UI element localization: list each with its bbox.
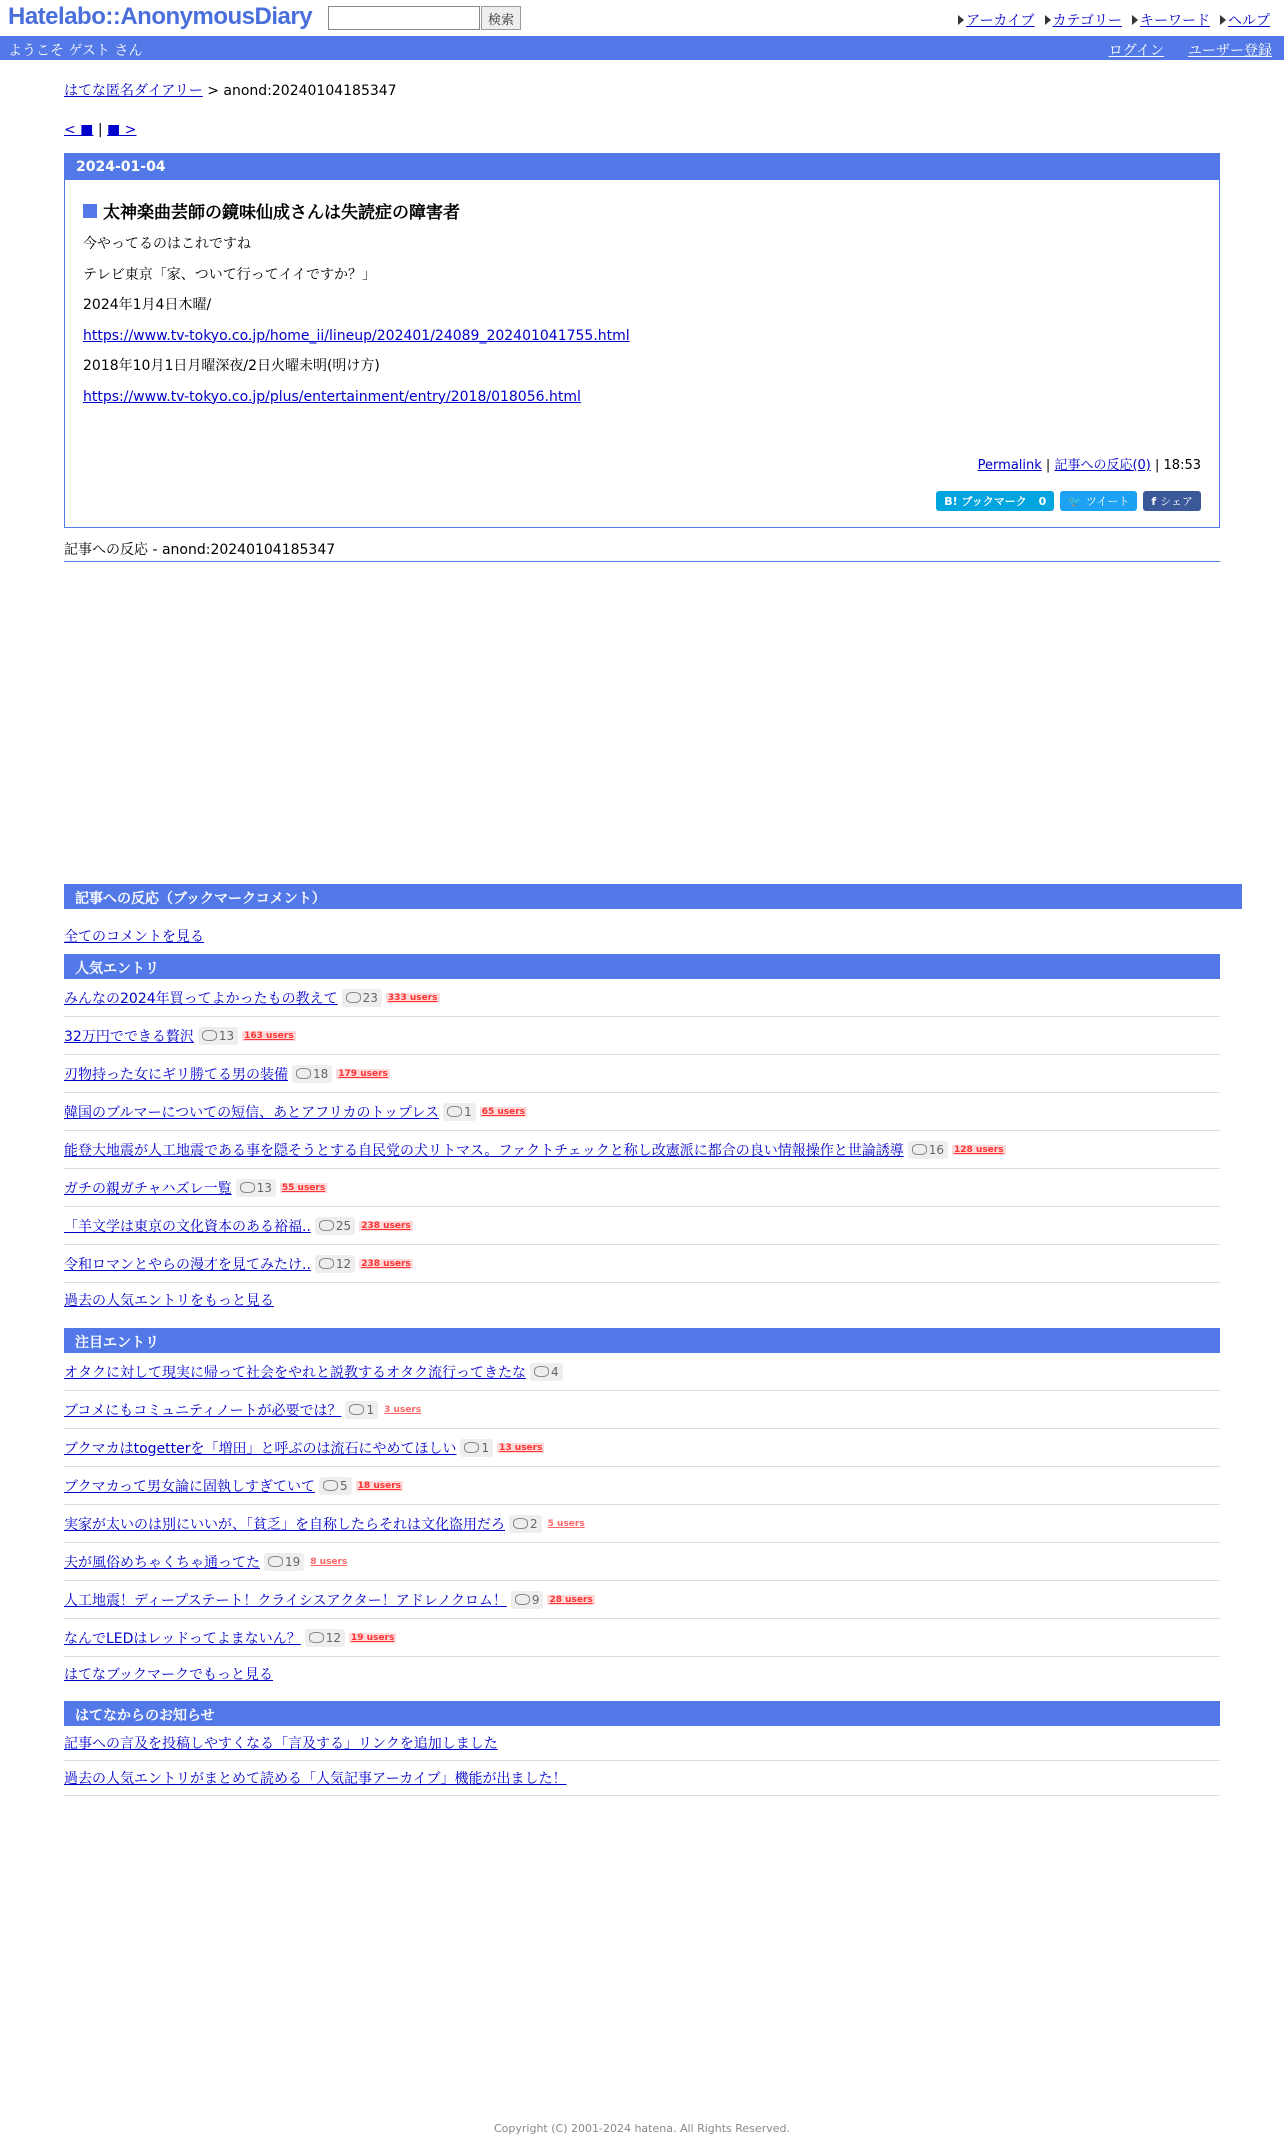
comment-count-value: 2 [530,1516,538,1531]
comment-bubble-icon [464,1442,479,1453]
entry-date: 2024-01-04 [65,154,1219,180]
facebook-share-button[interactable] [1143,491,1201,511]
users-badge[interactable]: 65 users [481,1106,526,1117]
main-content [64,80,1220,1787]
comment-count-value: 13 [218,1028,235,1043]
user-bar [0,36,1284,60]
top-header [0,0,1284,36]
comment-bubble-icon [202,1030,217,1041]
hatena-bookmark-button[interactable] [936,491,1054,511]
hatena-bookmark-count: 0 [1038,494,1047,508]
list-item [64,1093,1220,1131]
entry-title-link[interactable]: 実家が太いのは別にいいが、「貧乏」を自称したらそれは文化盗用だろ [64,1516,505,1533]
more-popular-link[interactable]: 過去の人気エントリをもっと見る [64,1293,274,1309]
news-link[interactable]: 過去の人気エントリがまとめて読める「人気記事アーカイブ」機能が出ました！ [64,1771,567,1787]
comment-count[interactable] [509,1515,542,1533]
users-badge[interactable]: 333 users [387,992,438,1003]
entry-title-link[interactable]: ガチの親ガチャハズレ一覧 [64,1180,232,1197]
comment-count-value: 16 [928,1142,944,1157]
comment-count[interactable] [460,1439,493,1457]
entry-title-link[interactable]: ブクマカはtogetterを「増田」と呼ぶのは流石にやめてほしい [64,1440,457,1457]
twitter-bird-icon: 🐦 [1068,494,1082,508]
tweet-label: ツイート [1085,495,1130,508]
popular-entries-heading: 人気エントリ [64,954,1220,979]
entry-title-row [83,198,1201,223]
comment-bubble-icon [319,1258,334,1269]
comment-bubble-icon [309,1632,324,1643]
users-badge[interactable]: 238 users [361,1220,411,1231]
comment-count-value: 4 [551,1364,559,1379]
list-item [64,1581,1220,1619]
list-item [64,1619,1220,1657]
nav-category[interactable] [1045,10,1122,30]
comment-bubble-icon [296,1068,311,1079]
comment-bubble-icon [515,1594,530,1605]
comment-count-value: 5 [340,1478,348,1493]
share-buttons [83,491,1201,511]
entry-title-link[interactable]: なんでLEDはレッドってよまないん？ [64,1630,301,1647]
comment-count-value: 25 [335,1218,352,1233]
facebook-icon: f [1151,494,1157,508]
comment-count[interactable] [315,1255,355,1273]
comment-bubble-icon [268,1556,283,1567]
news-link[interactable]: 記事への言及を投稿しやすくなる「言及する」リンクを追加しました [64,1736,498,1752]
entry-title-link[interactable]: みんなの2024年買ってよかったもの教えて [64,990,338,1007]
reactions-link[interactable]: 記事への反応(0) [1054,458,1151,473]
permalink[interactable]: Permalink [977,458,1042,473]
comment-count-value: 9 [531,1592,540,1607]
triangle-icon [1220,15,1226,25]
triangle-icon [1045,15,1051,25]
triangle-icon [1132,15,1138,25]
entry-title-link[interactable]: 人工地震！ディープステート！クライシスアクター！アドレノクロム！ [64,1592,507,1609]
entry-link[interactable]: https://www.tv-tokyo.co.jp/home_ii/lineup/202401/24089_202401041755.html [83,327,630,344]
users-badge[interactable]: 55 users [281,1182,326,1193]
breadcrumb [64,80,1220,100]
comment-bubble-icon [323,1480,338,1491]
popular-entries-section [64,954,1220,1317]
comment-count[interactable] [236,1179,276,1197]
comment-count-value: 1 [464,1104,472,1119]
entry-title-link[interactable]: 32万円でできる贅沢 [64,1028,194,1045]
comment-bubble-icon [346,992,361,1003]
title-square-icon [83,204,97,218]
users-badge[interactable]: 28 users [549,1594,593,1605]
site-logo[interactable]: Hatelabo::AnonymousDiary [8,3,313,30]
list-item [64,1353,1220,1391]
users-badge[interactable]: 19 users [351,1632,395,1643]
search-button[interactable]: 検索 [481,6,521,30]
users-badge[interactable]: 18 users [357,1480,401,1491]
comment-count-value: 12 [335,1256,352,1271]
list-item [64,1391,1220,1429]
list-item [64,1726,1220,1761]
comment-count[interactable] [345,1401,378,1419]
entry-title-link[interactable]: ブクマカって男女論に固執しすぎていて [64,1478,316,1495]
comment-count[interactable] [264,1553,304,1571]
entry-text-line: テレビ東京「家、ついて行ってイイですか？」 [83,266,377,283]
nav-archive[interactable] [958,10,1034,30]
comment-count[interactable] [198,1027,238,1045]
users-badge[interactable]: 163 users [244,1030,294,1041]
list-item [64,1467,1220,1505]
breadcrumb-home[interactable]: はてな匿名ダイアリー [64,83,203,99]
users-badge[interactable]: 5 users [547,1518,585,1529]
comment-count-value: 18 [313,1066,329,1081]
users-badge[interactable]: 238 users [361,1258,411,1269]
pager [64,122,1220,138]
comment-count-value: 13 [256,1180,272,1195]
users-badge[interactable]: 179 users [338,1068,388,1079]
comment-count[interactable] [342,989,382,1007]
list-item [64,1017,1220,1055]
nav-help[interactable] [1220,10,1270,30]
facebook-share-label: シェア [1160,495,1193,508]
comment-bubble-icon [912,1144,927,1155]
list-item [64,1207,1220,1245]
list-item [64,1505,1220,1543]
top-nav [958,10,1270,30]
comment-count[interactable] [908,1141,948,1159]
bookmark-comments-heading: 記事への反応（ブックマークコメント） [64,884,1242,909]
user-links [1109,40,1272,60]
pager-separator: | [97,122,103,138]
comment-count[interactable] [511,1591,544,1609]
news-heading: はてなからのお知らせ [64,1701,1220,1726]
comment-count-value: 19 [285,1554,301,1569]
comment-count[interactable] [319,1477,352,1495]
entry-title-link[interactable]: ブコメにもコミュニティノートが必要では？ [64,1402,342,1419]
entry-title: 太神楽曲芸師の鏡味仙成さんは失読症の障害者 [103,203,460,223]
comment-count[interactable] [443,1103,476,1121]
breadcrumb-current: anond:20240104185347 [223,83,397,99]
users-badge[interactable]: 128 users [954,1144,1004,1155]
nav-category-label: カテゴリー [1052,13,1122,29]
entry-box [64,153,1220,528]
list-item [64,1131,1220,1169]
entry-text-line: 2024年1月4日木曜/ [83,297,212,313]
users-badge[interactable]: 3 users [384,1404,422,1415]
list-item [64,1245,1220,1283]
comment-count[interactable] [305,1629,345,1647]
entry-text-line: 今やってるのはこれですね [83,236,251,252]
list-item [64,1761,1220,1796]
entry-title-link[interactable]: 韓国のブルマーについての短信、あとアフリカのトップレス [64,1104,440,1121]
entry-title-link[interactable]: 能登大地震が人工地震である事を隠そうとする自民党の犬リトマス。ファクトチェックと称し改憲派に都合の良い情報操作と世論誘導 [64,1142,904,1159]
users-badge[interactable]: 8 users [310,1556,348,1567]
more-bookmark-link[interactable]: はてなブックマークでもっと見る [64,1667,274,1683]
tweet-button[interactable] [1060,491,1137,511]
next-entry-link[interactable]: ■ > [107,122,137,138]
search-input[interactable] [328,6,480,30]
comment-bubble-icon [513,1518,528,1529]
list-item [64,1543,1220,1581]
comment-bubble-icon [447,1106,462,1117]
comment-count-value: 1 [366,1402,375,1417]
featured-entries-section [64,1328,1220,1691]
comment-count-value: 23 [362,990,378,1005]
entry-link[interactable]: https://www.tv-tokyo.co.jp/plus/entertainment/entry/2018/018056.html [83,388,581,405]
welcome-text: ようこそ ゲスト さん [8,43,143,59]
entry-title-link[interactable]: 刃物持った女にギリ勝てる男の装備 [64,1066,288,1083]
comment-count[interactable] [292,1065,332,1083]
copyright: Copyright (C) 2001-2024 hatena. All Rights Reserved. [494,2122,790,2135]
comment-count-value: 1 [481,1440,490,1455]
list-item [64,979,1220,1017]
entry-footer: Permalink | 記事への反応(0) | 18:53 [977,458,1201,473]
prev-entry-link[interactable]: < ■ [64,122,94,138]
nav-help-label: ヘルプ [1228,13,1270,29]
comment-count[interactable] [315,1217,355,1235]
register-link[interactable]: ユーザー登録 [1188,43,1272,59]
breadcrumb-separator: > [207,83,219,99]
comment-bubble-icon [349,1404,364,1415]
hatena-bookmark-label: B! ブックマーク [944,495,1027,508]
entry-title-link[interactable]: 「羊文学は東京の文化資本のある裕福.. [64,1218,311,1235]
comment-count-value: 12 [325,1630,342,1645]
entry-time: 18:53 [1163,458,1201,473]
featured-entries-heading: 注目エントリ [64,1328,1220,1353]
list-item [64,1169,1220,1207]
nav-keyword-label: キーワード [1140,13,1210,29]
comment-count[interactable] [530,1363,563,1381]
entry-title-link[interactable]: オタクに対して現実に帰って社会をやれと説教するオタク流行ってきたな [64,1364,526,1381]
comment-bubble-icon [240,1182,255,1193]
entry-title-link[interactable]: 夫が風俗めちゃくちゃ通ってた [64,1554,260,1571]
all-comments-link[interactable]: 全てのコメントを見る [64,929,204,945]
entry-body [65,180,1219,527]
news-section [64,1701,1220,1796]
nav-keyword[interactable] [1132,10,1210,30]
triangle-icon [958,15,964,25]
users-badge[interactable]: 13 users [499,1442,543,1453]
entry-title-link[interactable]: 令和ロマンとやらの漫才を見てみたけ.. [64,1256,311,1273]
comment-bubble-icon [534,1366,549,1377]
nav-archive-label: アーカイブ [966,13,1035,29]
entry-text-line: 2018年10月1日月曜深夜/2日火曜未明(明け方) [83,358,380,374]
list-item [64,1055,1220,1093]
reactions-title: 記事への反応 - anond:20240104185347 [64,539,1220,562]
list-item [64,1429,1220,1467]
comment-bubble-icon [319,1220,334,1231]
login-link[interactable]: ログイン [1108,43,1164,59]
